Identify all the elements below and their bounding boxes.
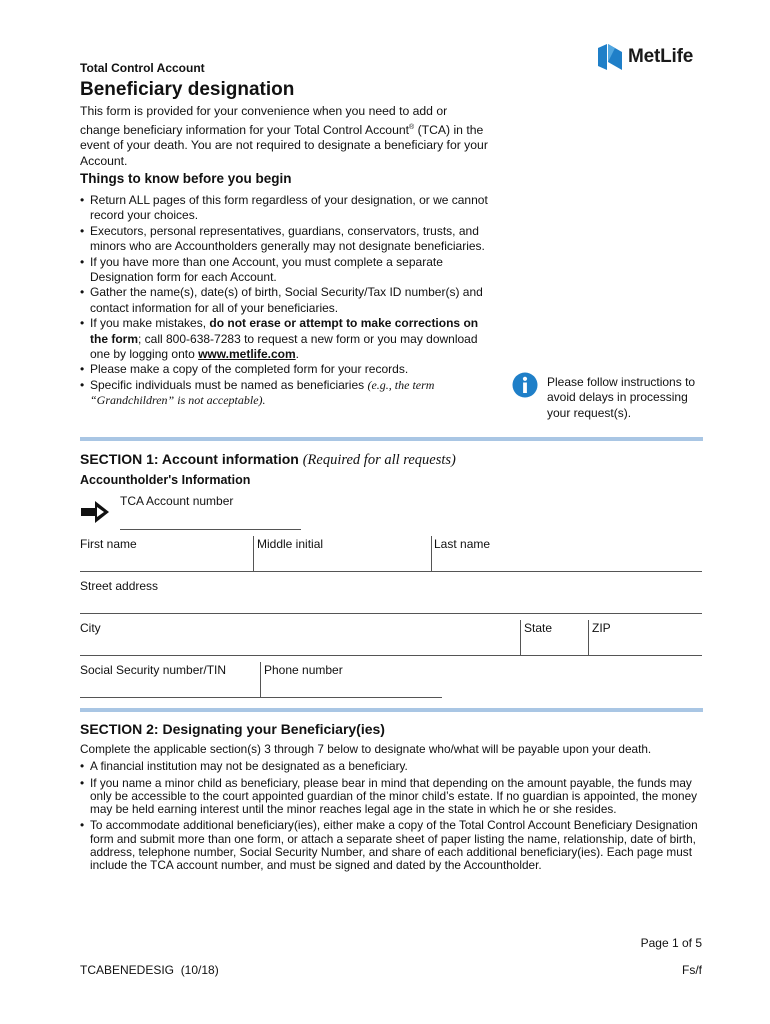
last-name-label: Last name <box>434 537 491 551</box>
things-list <box>80 193 490 409</box>
list-item: • If you name a minor child as beneficiary, please bear in mind that depending on the amount payable, the funds may only be accessible to the court appointed guardian of the minor child’s estate. If no guardian is appointed, the money may be held earning interest until the minor reaches legal age in the state in which he or she resides. <box>80 777 710 817</box>
field-divider <box>431 536 432 572</box>
info-note: Please follow instructions to avoid delays in processing your request(s). <box>547 375 696 420</box>
list-item: • If you make mistakes, do not erase or attempt to make corrections on the form; call 800-638-7283 to request a new form or you may download one by logging onto www.metlife.com. <box>80 316 490 362</box>
page-title: Beneficiary designation <box>80 79 295 100</box>
phone-label: Phone number <box>264 663 343 677</box>
list-item: • Return ALL pages of this form regardless of your designation, or we cannot record your choices. <box>80 193 490 224</box>
form-code: TCABENEDESIG (10/18) <box>80 963 219 977</box>
form-subtitle: Total Control Account <box>80 61 205 75</box>
ssn-phone-underline[interactable] <box>80 697 442 698</box>
section2-list <box>80 760 710 872</box>
tca-account-label: TCA Account number <box>120 494 234 508</box>
brand-name: MetLife <box>628 46 694 67</box>
list-item: • Specific individuals must be named as beneficiaries (e.g., the term “Grandchildren” is not acceptable). <box>80 378 490 409</box>
metlife-logo-icon <box>598 44 622 70</box>
field-divider <box>260 662 261 698</box>
middle-initial-label: Middle initial <box>257 537 324 551</box>
info-icon <box>512 372 538 398</box>
intro-paragraph: This form is provided for your convenience when you need to add or change beneficiary information for your Total Control Account® (TCA) in the event of your death. You are not required to designate a beneficiary for your Account. <box>80 104 488 168</box>
section2-body <box>80 743 710 876</box>
list-item: • Please make a copy of the completed form for your records. <box>80 362 490 377</box>
section-divider <box>80 708 703 712</box>
things-heading: Things to know before you begin <box>80 171 292 186</box>
zip-label: ZIP <box>592 621 611 635</box>
list-item: • Gather the name(s), date(s) of birth, Social Security/Tax ID number(s) and contact information for all of your beneficiaries. <box>80 285 490 316</box>
accountholder-subheading: Accountholder's Information <box>80 473 251 487</box>
field-divider <box>253 536 254 572</box>
metlife-logo <box>598 44 693 70</box>
state-label: State <box>524 621 553 635</box>
list-item: • A financial institution may not be designated as a beneficiary. <box>80 760 710 773</box>
ssn-label: Social Security number/TIN <box>80 663 227 677</box>
name-fields-underline[interactable] <box>80 571 702 572</box>
city-state-zip-underline[interactable] <box>80 655 702 656</box>
first-name-label: First name <box>80 537 137 551</box>
section2-intro: Complete the applicable section(s) 3 through 7 below to designate who/what will be payable upon your death. <box>80 742 652 756</box>
city-label: City <box>80 621 101 635</box>
section-divider <box>80 437 703 441</box>
section2-heading: SECTION 2: Designating your Beneficiary(ies) <box>80 721 385 737</box>
section1-heading: SECTION 1: Account information (Required for all requests) <box>80 451 456 468</box>
form-code-suffix: Fs/f <box>682 963 702 977</box>
tca-account-field[interactable] <box>120 529 301 530</box>
street-address-field[interactable] <box>80 613 702 614</box>
page-number: Page 1 of 5 <box>640 936 702 950</box>
metlife-link[interactable]: www.metlife.com <box>198 347 296 362</box>
field-divider <box>520 620 521 656</box>
street-address-label: Street address <box>80 579 159 593</box>
list-item: • If you have more than one Account, you must complete a separate Designation form for each Account. <box>80 255 490 286</box>
list-item: • To accommodate additional beneficiary(ies), either make a copy of the Total Control Account Beneficiary Designation form and submit more than one form, or attach a separate sheet of paper listing the name, relationship, date of birth, address, telephone number, Social Security Number, and share of each additional beneficiary(ies). Each page must include the TCA account number, and must be signed and dated by the Accountholder. <box>80 819 710 872</box>
arrow-right-icon <box>80 500 110 524</box>
list-item: • Executors, personal representatives, guardians, conservators, trusts, and minors who are Accountholders generally may not designate beneficiaries. <box>80 224 490 255</box>
field-divider <box>588 620 589 656</box>
